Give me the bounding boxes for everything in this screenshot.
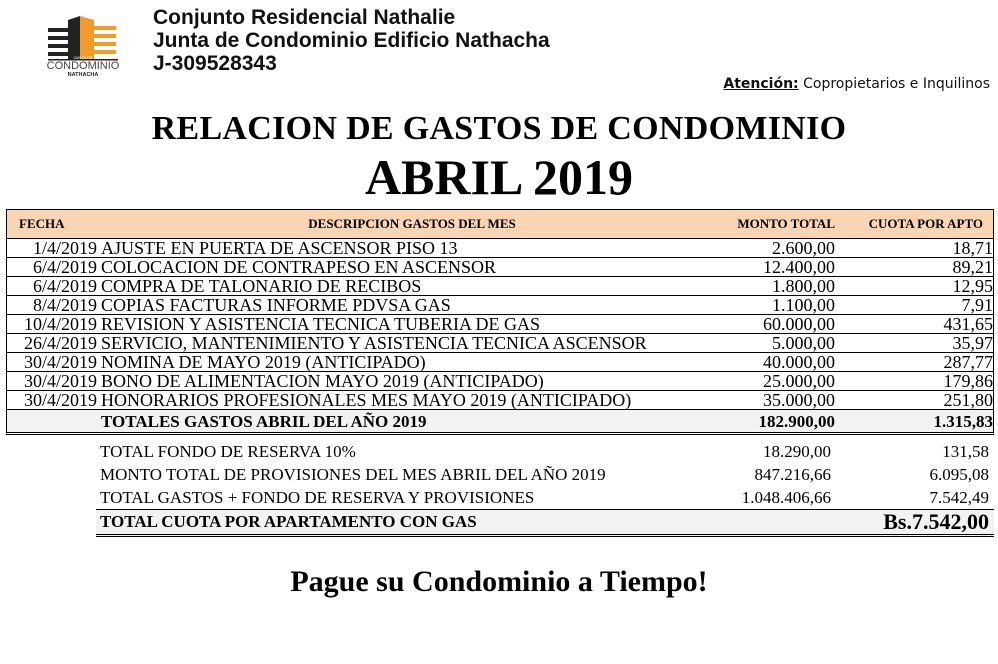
row-date: 1/4/2019 [32, 237, 97, 258]
row-cuota: 89,21 [952, 256, 993, 277]
summary-monto: 1.048.406,66 [741, 487, 831, 507]
table-row [7, 353, 993, 372]
summary-cuota: 6.095,08 [929, 464, 989, 484]
col-header-monto: MONTO TOTAL [737, 216, 835, 231]
attention-note [723, 76, 990, 92]
totals-cuota: 1.315,83 [933, 411, 993, 431]
table-row [7, 372, 993, 391]
summary-desc: TOTAL GASTOS + FONDO DE RESERVA Y PROVISIONES [100, 487, 535, 507]
row-date: 26/4/2019 [23, 332, 97, 353]
building-logo-icon [34, 12, 128, 78]
row-cuota: 431,65 [943, 313, 993, 334]
row-desc: HONORARIOS PROFESIONALES MES MAYO 2019 (ANTICIPADO) [101, 389, 632, 410]
table-row [7, 258, 993, 277]
row-date: 8/4/2019 [32, 294, 97, 315]
totals-desc: TOTALES GASTOS ABRIL DEL AÑO 2019 [101, 411, 427, 431]
final-quota-value: Bs.7.542,00 [883, 509, 989, 534]
summary-row [96, 463, 994, 486]
svg-text:JUNTA DE: JUNTA DE [73, 55, 93, 60]
row-cuota: 18,71 [952, 237, 993, 258]
row-cuota: 7,91 [961, 294, 993, 315]
totals-monto: 182.900,00 [758, 411, 835, 431]
table-row [7, 277, 993, 296]
row-monto: 1.100,00 [772, 294, 835, 315]
summary-cuota: 7.542,49 [929, 487, 989, 507]
summary-row [96, 486, 994, 509]
row-desc: COPIAS FACTURAS INFORME PDVSA GAS [101, 294, 451, 315]
final-quota-desc: TOTAL CUOTA POR APARTAMENTO CON GAS [100, 512, 477, 531]
row-date: 10/4/2019 [23, 313, 97, 334]
row-monto: 25.000,00 [763, 370, 835, 391]
document-title: RELACION DE GASTOS DE CONDOMINIO [151, 110, 847, 147]
table-row [7, 315, 993, 334]
col-header-cuota: CUOTA POR APTO [868, 216, 983, 231]
row-desc: NOMINA DE MAYO 2019 (ANTICIPADO) [101, 351, 426, 372]
row-date: 6/4/2019 [32, 256, 97, 277]
row-monto: 60.000,00 [763, 313, 835, 334]
row-desc: BONO DE ALIMENTACION MAYO 2019 (ANTICIPADO) [101, 370, 544, 391]
org-rif: J-309528343 [153, 52, 277, 75]
row-desc: COLOCACION DE CONTRAPESO EN ASCENSOR [101, 256, 497, 277]
row-cuota: 287,77 [943, 351, 993, 372]
row-monto: 40.000,00 [763, 351, 835, 372]
row-monto: 1.800,00 [772, 275, 835, 296]
summary-row [96, 440, 994, 463]
payment-reminder: Pague su Condominio a Tiempo! [290, 565, 708, 598]
summary-section [96, 440, 994, 537]
summary-monto: 847.216,66 [754, 464, 831, 484]
summary-desc: MONTO TOTAL DE PROVISIONES DEL MES ABRIL DEL AÑO 2019 [100, 464, 606, 484]
expenses-table [6, 209, 994, 435]
row-cuota: 179,86 [943, 370, 993, 391]
org-name: Conjunto Residencial Nathalie [153, 6, 456, 29]
row-date: 6/4/2019 [32, 275, 97, 296]
row-cuota: 35,97 [952, 332, 993, 353]
svg-text:NATHACHA: NATHACHA [67, 72, 99, 78]
row-desc: COMPRA DE TALONARIO DE RECIBOS [101, 275, 422, 296]
row-desc: SERVICIO, MANTENIMIENTO Y ASISTENCIA TECNICA ASCENSOR [101, 332, 647, 353]
row-monto: 2.600,00 [772, 237, 835, 258]
row-monto: 5.000,00 [772, 332, 835, 353]
row-monto: 12.400,00 [763, 256, 835, 277]
summary-desc: TOTAL FONDO DE RESERVA 10% [100, 441, 356, 461]
row-date: 30/4/2019 [23, 351, 97, 372]
summary-monto: 18.290,00 [763, 441, 831, 461]
svg-text:CONDOMINIO: CONDOMINIO [46, 60, 120, 72]
condominio-logo [34, 12, 128, 78]
organization-info [153, 6, 550, 75]
row-date: 30/4/2019 [23, 389, 97, 410]
document-period: ABRIL 2019 [364, 149, 634, 205]
summary-cuota: 131,58 [942, 441, 989, 461]
row-cuota: 251,80 [943, 389, 993, 410]
table-row [7, 296, 993, 315]
col-header-desc: DESCRIPCION GASTOS DEL MES [308, 216, 516, 231]
attention-label: Atención: [723, 76, 799, 92]
row-date: 30/4/2019 [23, 370, 97, 391]
table-header [7, 210, 993, 239]
attention-text: Copropietarios e Inquilinos [803, 76, 990, 92]
col-header-date: FECHA [19, 216, 65, 231]
row-desc: AJUSTE EN PUERTA DE ASCENSOR PISO 13 [101, 237, 458, 258]
org-board: Junta de Condominio Edificio Nathacha [153, 29, 550, 52]
table-row [7, 239, 993, 258]
final-quota-row [96, 509, 994, 537]
table-row [7, 391, 993, 410]
row-cuota: 12,95 [952, 275, 993, 296]
totals-row [7, 410, 993, 432]
row-monto: 35.000,00 [763, 389, 835, 410]
table-row [7, 334, 993, 353]
row-desc: REVISION Y ASISTENCIA TECNICA TUBERIA DE GAS [101, 313, 541, 334]
